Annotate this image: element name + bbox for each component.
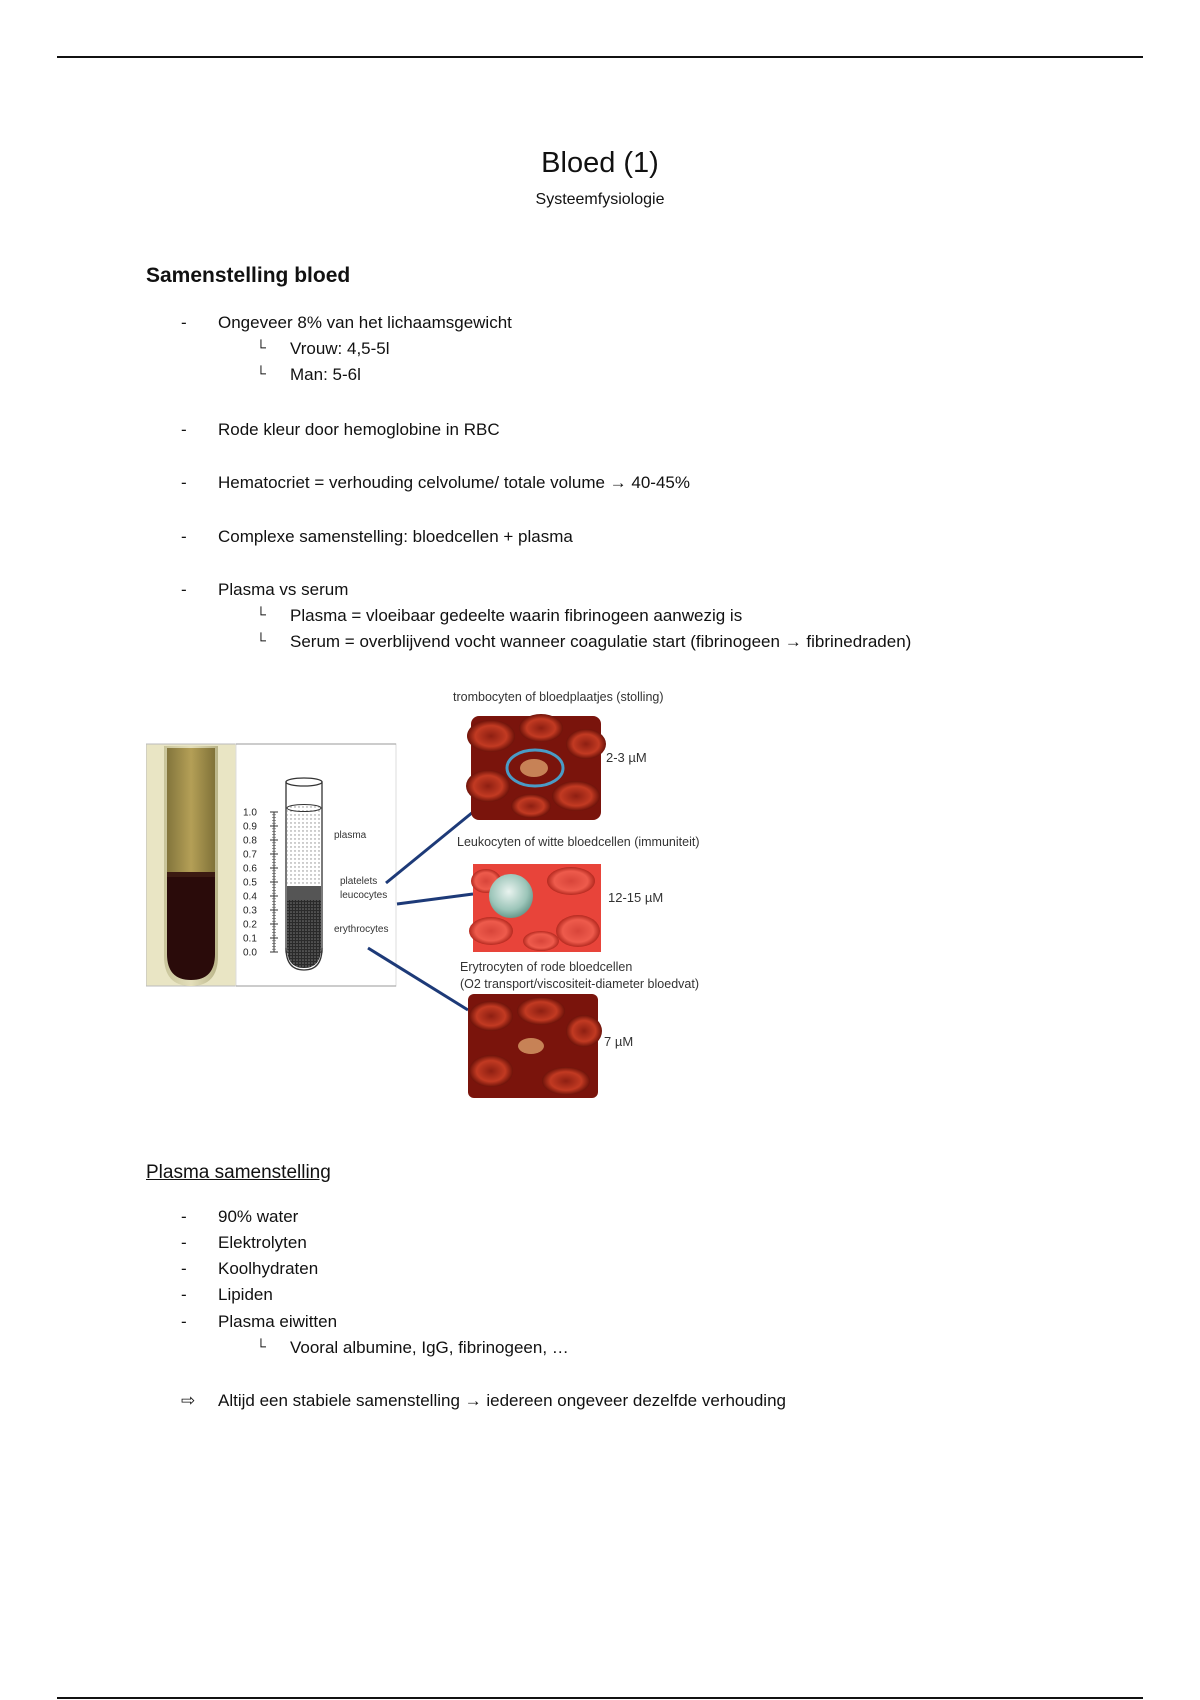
bullet-dash: - bbox=[181, 527, 187, 546]
bullet-text: Ongeveer 8% van het lichaamsgewicht bbox=[218, 313, 512, 332]
list-item: Plasma eiwitten bbox=[218, 1312, 338, 1331]
scale-label: 0.2 bbox=[243, 919, 257, 931]
sub-bullet-marker: └ bbox=[256, 632, 266, 648]
sub-bullet-text: Vrouw: 4,5-5l bbox=[290, 339, 390, 358]
sub-bullet-marker: └ bbox=[256, 339, 266, 355]
bullet-dash: - bbox=[181, 473, 187, 492]
thrombocyte-micrograph bbox=[466, 714, 606, 820]
sub-bullet-text: Plasma = vloeibaar gedeelte waarin fibrinogeen aanwezig is bbox=[290, 606, 743, 625]
caption-leukocytes: Leukocyten of witte bloedcellen (immuniteit) bbox=[457, 835, 700, 849]
scale-label: 0.9 bbox=[243, 821, 257, 833]
list-item: Lipiden bbox=[218, 1285, 273, 1304]
caption-erythrocytes-line2: (O2 transport/viscositeit-diameter bloedvat) bbox=[460, 977, 699, 991]
bullet-dash: - bbox=[181, 1233, 187, 1252]
section-heading-plasma: Plasma samenstelling bbox=[146, 1162, 331, 1183]
list-item: 90% water bbox=[218, 1207, 299, 1226]
size-leukocytes: 12-15 µM bbox=[608, 890, 664, 905]
bullet-dash: - bbox=[181, 313, 187, 332]
scale-label: 0.7 bbox=[243, 849, 257, 861]
sub-bullet-marker: └ bbox=[256, 1338, 266, 1354]
top-rule bbox=[57, 56, 1143, 58]
leukocyte-micrograph bbox=[469, 864, 601, 952]
list-item: Koolhydraten bbox=[218, 1259, 319, 1278]
tube-label-erythrocytes: erythrocytes bbox=[334, 924, 389, 935]
scale-label: 0.3 bbox=[243, 905, 257, 917]
scale-label: 1.0 bbox=[243, 807, 257, 819]
blood-tube-photo bbox=[146, 744, 236, 986]
tube-label-plasma: plasma bbox=[334, 830, 367, 841]
arrow-icon: ⇨ bbox=[181, 1391, 196, 1410]
size-erythrocytes: 7 µM bbox=[604, 1034, 634, 1049]
sub-bullet-text: Serum = overblijvend vocht wanneer coagulatie start (fibrinogeen → fibrinedraden) bbox=[290, 632, 912, 651]
caption-thrombocytes: trombocyten of bloedplaatjes (stolling) bbox=[453, 690, 664, 704]
sub-bullet-marker: └ bbox=[256, 606, 266, 622]
bullet-text: Plasma vs serum bbox=[218, 580, 349, 599]
page-title: Bloed (1) bbox=[541, 147, 659, 179]
scale-label: 0.0 bbox=[243, 947, 257, 959]
sub-bullet-text: Man: 5-6l bbox=[290, 365, 361, 384]
bullet-text: Rode kleur door hemoglobine in RBC bbox=[218, 420, 500, 439]
section-heading-samenstelling: Samenstelling bloed bbox=[146, 264, 351, 287]
scale-label: 0.4 bbox=[243, 891, 257, 903]
scale-label: 0.6 bbox=[243, 863, 257, 875]
bullet-dash: - bbox=[181, 420, 187, 439]
bottom-rule bbox=[57, 1697, 1143, 1699]
tube-label-platelets: platelets bbox=[340, 876, 378, 887]
page-subtitle: Systeemfysiologie bbox=[535, 191, 665, 208]
scale-label: 0.1 bbox=[243, 933, 257, 945]
bullet-dash: - bbox=[181, 1285, 187, 1304]
list-item: Elektrolyten bbox=[218, 1233, 307, 1252]
blood-composition-figure bbox=[146, 686, 736, 1102]
size-thrombocytes: 2-3 µM bbox=[606, 750, 647, 765]
bullet-text: Hematocriet = verhouding celvolume/ totale volume → 40-45% bbox=[218, 473, 690, 492]
schematic-tube bbox=[286, 778, 322, 970]
bullet-dash: - bbox=[181, 1207, 187, 1226]
tube-label-leucocytes: leucocytes bbox=[340, 890, 388, 901]
erythrocyte-micrograph bbox=[468, 994, 602, 1098]
sub-bullet-marker: └ bbox=[256, 365, 266, 381]
bullet-text: Complexe samenstelling: bloedcellen + plasma bbox=[218, 527, 573, 546]
bullet-dash: - bbox=[181, 1312, 187, 1331]
bullet-dash: - bbox=[181, 1259, 187, 1278]
conclusion-text: Altijd een stabiele samenstelling → iedereen ongeveer dezelfde verhouding bbox=[218, 1391, 786, 1410]
bullet-dash: - bbox=[181, 580, 187, 599]
sub-bullet-text: Vooral albumine, IgG, fibrinogeen, … bbox=[290, 1338, 569, 1357]
caption-erythrocytes-line1: Erytrocyten of rode bloedcellen bbox=[460, 960, 633, 974]
scale-label: 0.8 bbox=[243, 835, 257, 847]
scale-label: 0.5 bbox=[243, 877, 257, 889]
